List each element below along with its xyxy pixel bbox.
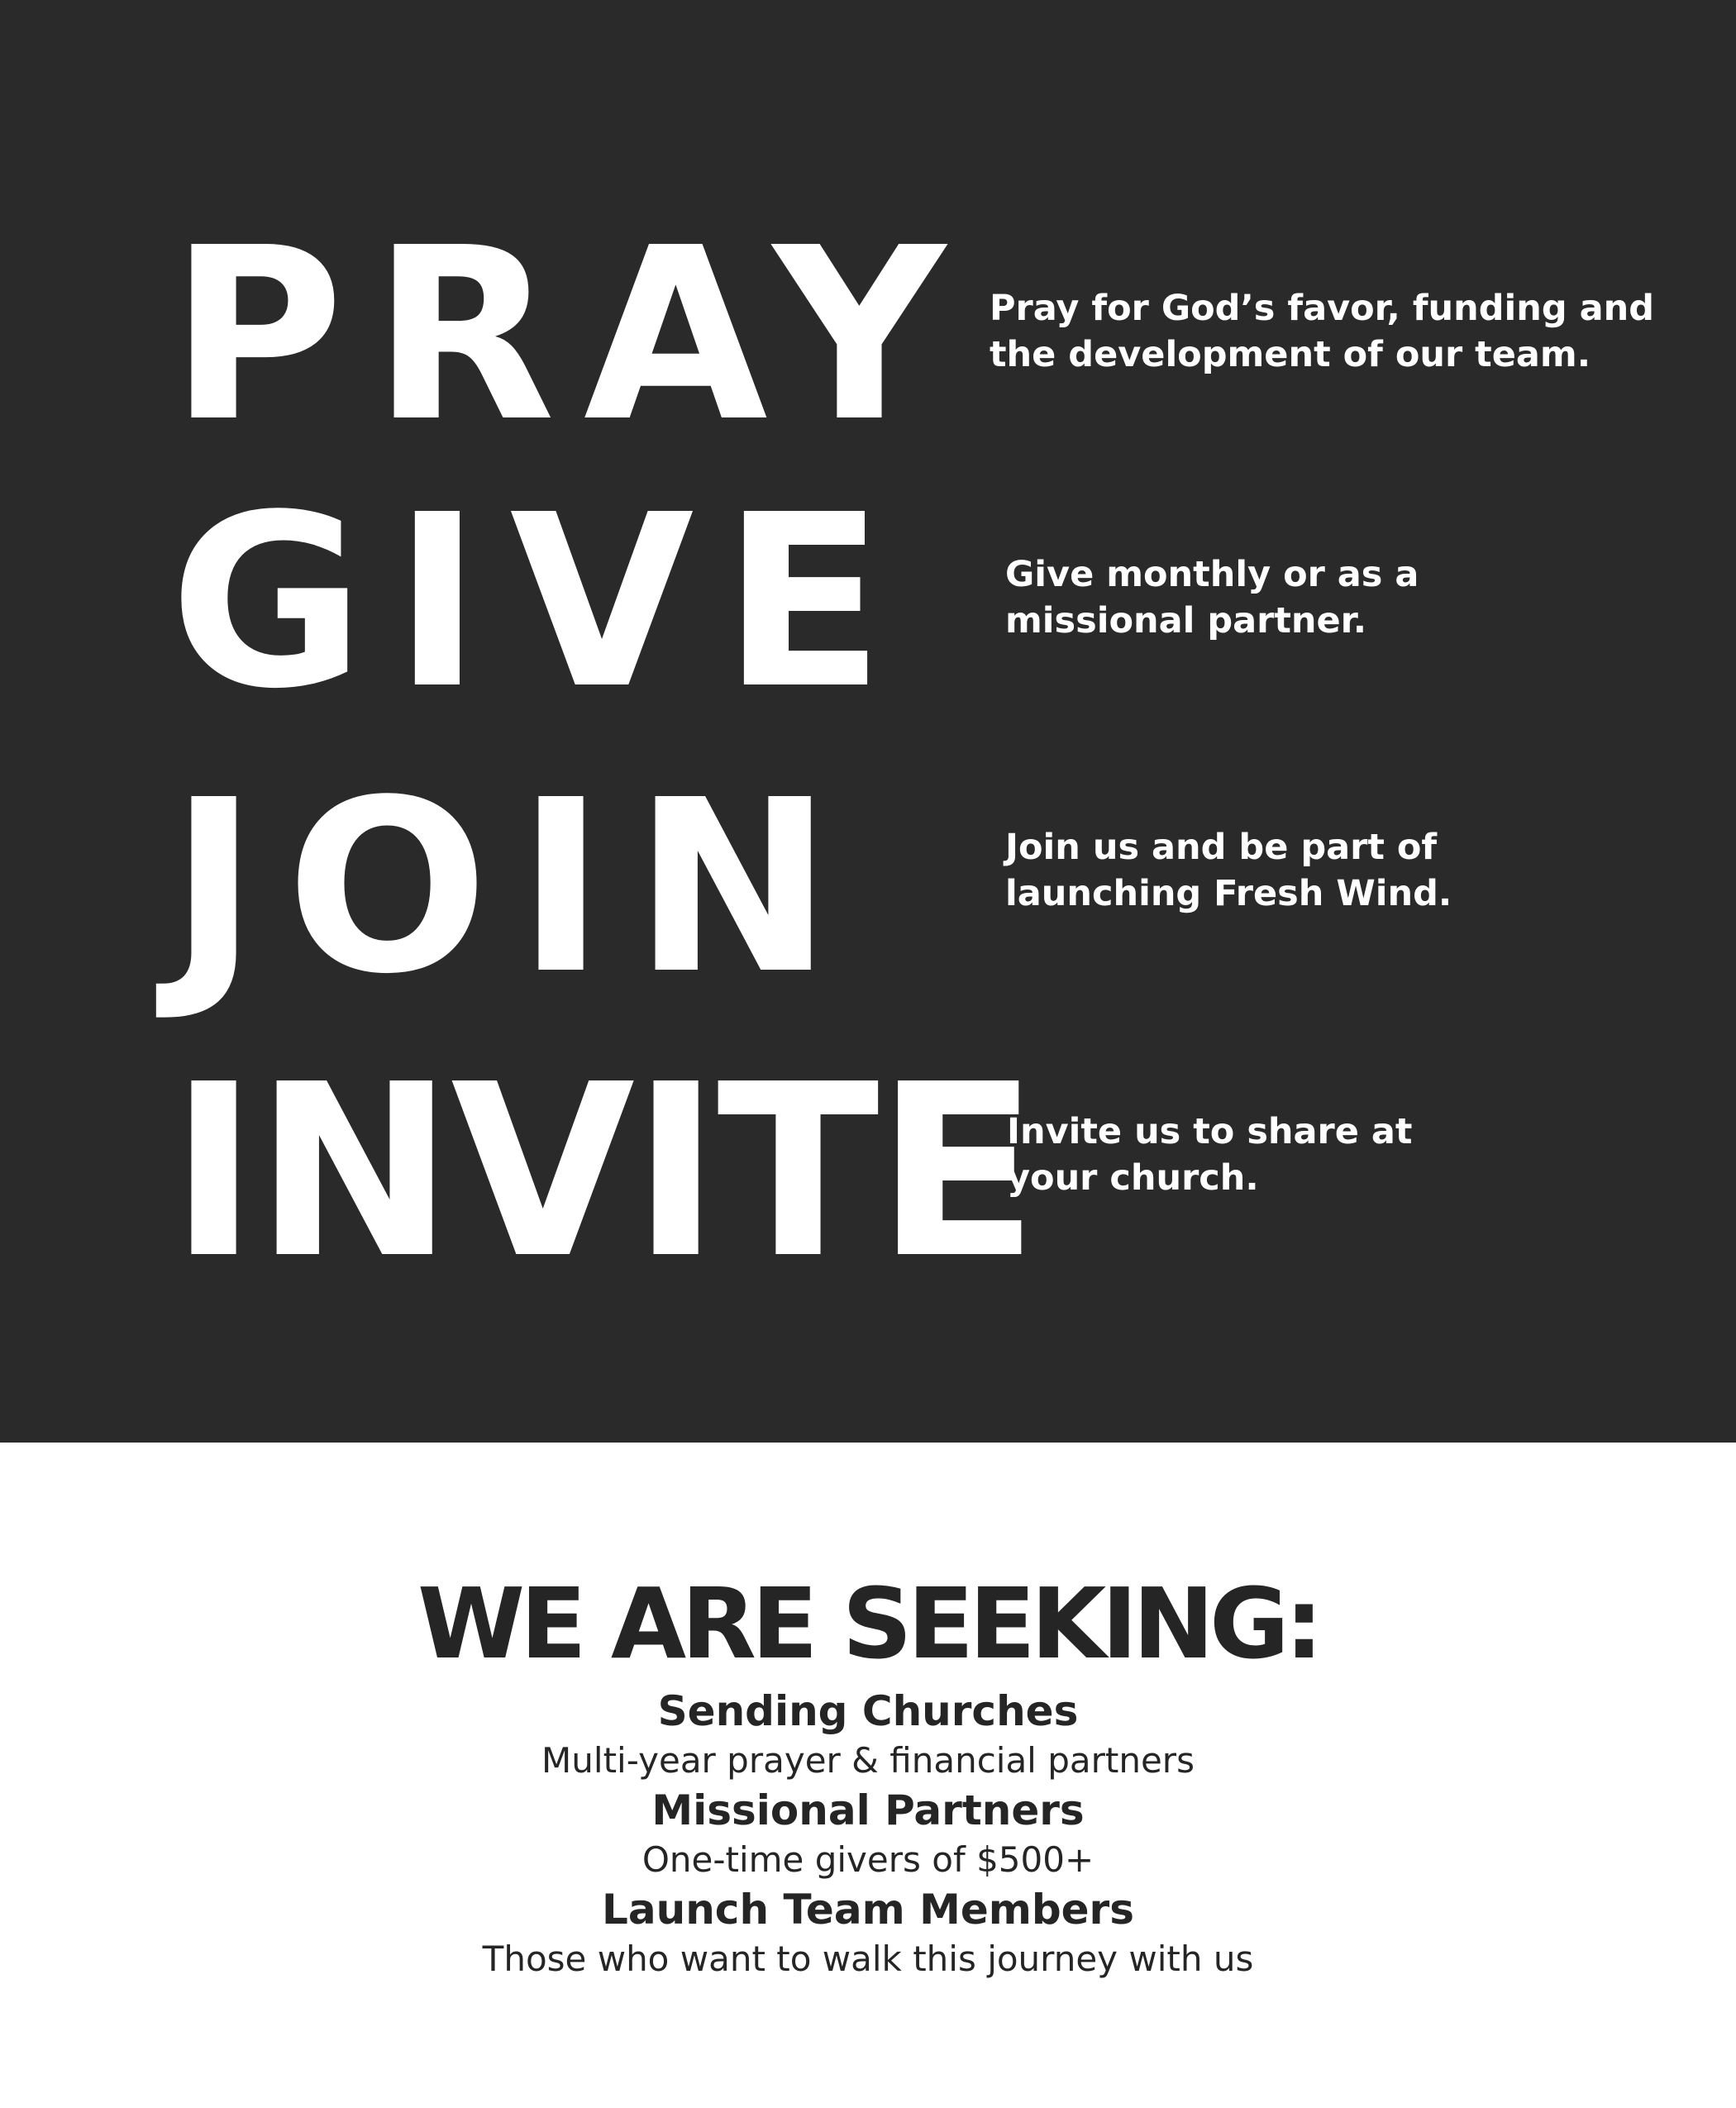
give-description: Give monthly or as a missional partner. xyxy=(1005,554,1419,641)
seeking-item-title: Sending Churches xyxy=(657,1687,1079,1735)
seeking-item-description: Those who want to walk this journey with us xyxy=(482,1939,1254,1979)
seeking-item-title: Missional Partners xyxy=(651,1786,1085,1834)
seeking-item-title: Launch Team Members xyxy=(602,1886,1134,1934)
seeking-list xyxy=(0,1686,1736,1984)
seeking-section xyxy=(0,1443,1736,2108)
seeking-item-description: One-time givers of $500+ xyxy=(641,1839,1095,1880)
invite-heading: INVITE xyxy=(169,1033,1036,1310)
pray-description: Pray for God’s favor, funding and the development of our team. xyxy=(990,288,1655,375)
invite-description: Invite us to share at your church. xyxy=(1007,1111,1413,1199)
seeking-title: WE ARE SEEKING: xyxy=(417,1567,1319,1681)
pray-heading: PRAY xyxy=(169,197,974,474)
join-description: Join us and be part of launching Fresh Wind. xyxy=(1005,827,1452,914)
seeking-item-description: Multi-year prayer & financial partners xyxy=(541,1740,1195,1781)
give-heading: GIVE xyxy=(169,464,913,741)
join-heading: JOIN xyxy=(169,749,861,1026)
